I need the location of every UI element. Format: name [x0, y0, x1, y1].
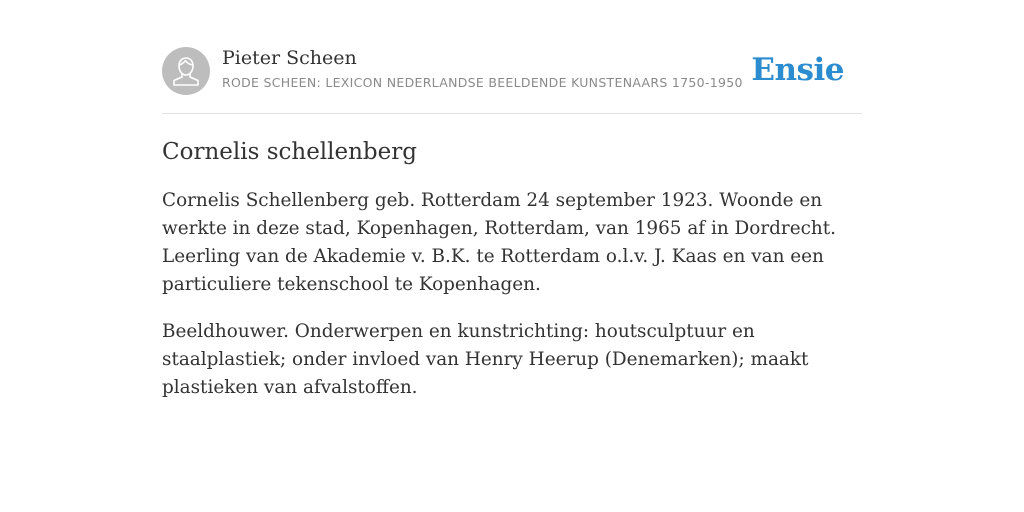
ensie-logo[interactable]: Ensie: [751, 52, 844, 88]
article-content: [162, 136, 862, 421]
user-avatar-icon: [162, 47, 210, 95]
author-avatar[interactable]: [162, 47, 210, 95]
article-paragraph: Cornelis Schellenberg geb. Rotterdam 24 september 1923. Woonde en werkte in deze stad, Kopenhagen, Rotterdam, van 1965 af in Dordrecht. Leerling van de Akademie v. B.K. te Rotterdam o.l.v. J. Kaas en van een particuliere tekenschool te Kopenhagen.: [162, 190, 836, 295]
article-title: Cornelis schellenberg: [162, 139, 417, 165]
author-name[interactable]: Pieter Scheen: [222, 47, 357, 69]
source-title[interactable]: RODE SCHEEN: LEXICON NEDERLANDSE BEELDENDE KUNSTENAARS 1750-1950: [222, 75, 743, 90]
article-paragraph: Beeldhouwer. Onderwerpen en kunstrichting: houtsculptuur en staalplastiek; onder invloed van Henry Heerup (Denemarken); maakt plastieken van afvalstoffen.: [162, 321, 809, 398]
article-header: [162, 44, 862, 114]
